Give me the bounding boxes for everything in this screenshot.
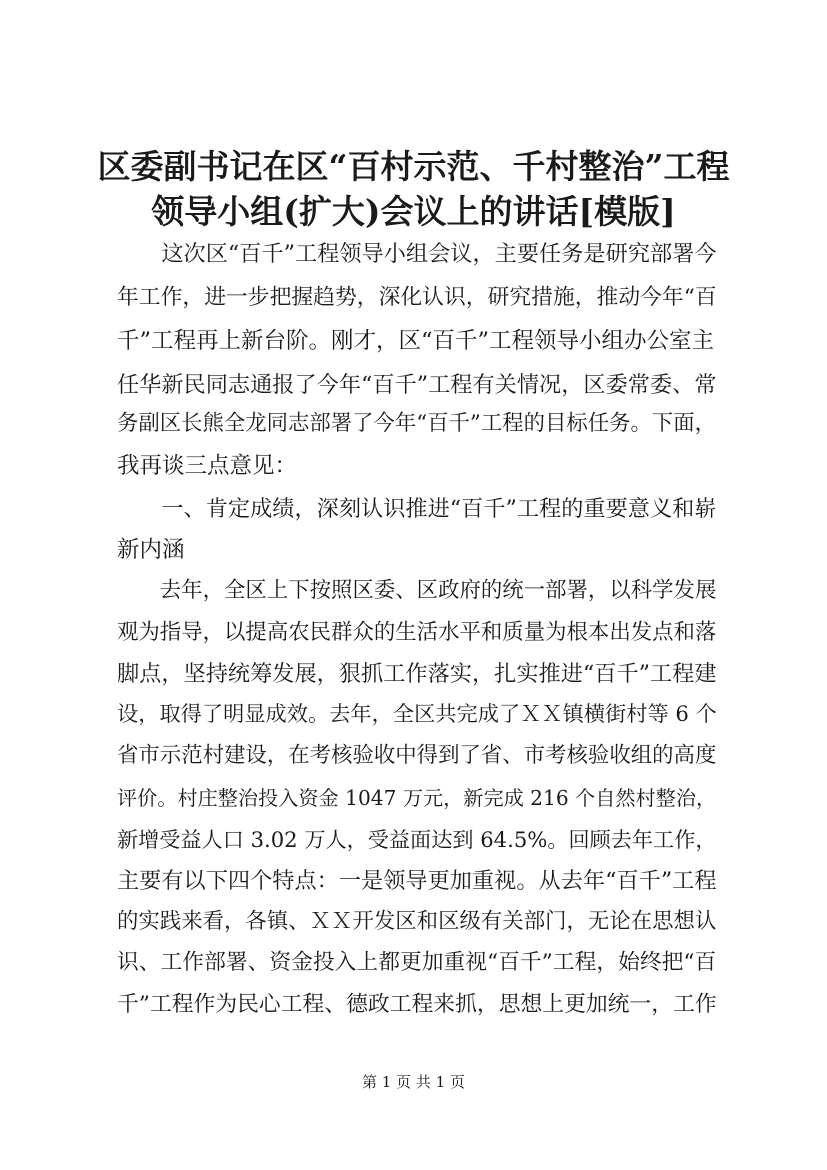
body-line: 识、工作部署、资金投入上都更加重视“百千”工程，始终把“百 (117, 950, 717, 975)
body-line: 任华新民同志通报了今年“百千”工程有关情况，区委常委、常 (117, 372, 717, 398)
body-line: 千”工程作为民心工程、德政工程来抓，思想上更加统一，工作 (117, 992, 717, 1017)
body-line: 主要有以下四个特点：一是领导更加重视。从去年“百千”工程 (117, 868, 717, 894)
body-line: 这次区“百千”工程领导小组会议，主要任务是研究部署今 (117, 241, 717, 267)
body-line: 去年，全区上下按照区委、区政府的统一部署，以科学发展 (117, 578, 717, 603)
body-line: 脚点，坚持统筹发展，狠抓工作落实，扎实推进“百千”工程建 (117, 661, 717, 687)
document-title-line-2: 领导小组(扩大)会议上的讲话[模版] (151, 192, 676, 231)
body-line: 评价。村庄整治投入资金 1047 万元，新完成 216 个自然村整治， (117, 786, 717, 810)
body-line: 设，取得了明显成效。去年，全区共完成了ＸＸ镇横街村等 6 个 (117, 702, 717, 727)
body-line: 年工作，进一步把握趋势，深化认识，研究措施，推动今年“百 (117, 285, 717, 310)
body-line: 千”工程再上新台阶。刚才，区“百千”工程领导小组办公室主 (117, 328, 715, 354)
document-title-line-1: 区委副书记在区“百村示范、千村整治”工程 (97, 147, 730, 186)
page-footer: 第 1 页 共 1 页 (362, 1073, 465, 1091)
body-line: 务副区长熊全龙同志部署了今年“百千”工程的目标任务。下面， (117, 411, 716, 436)
body-line: 新内涵 (117, 537, 185, 563)
body-line: 一、肯定成绩，深刻认识推进“百千”工程的重要意义和崭 (117, 496, 717, 522)
body-line: 的实践来看，各镇、ＸＸ开发区和区级有关部门，无论在思想认 (117, 909, 717, 934)
body-line: 省市示范村建设，在考核验收中得到了省、市考核验收组的高度 (117, 743, 717, 768)
body-line: 观为指导，以提高农民群众的生活水平和质量为根本出发点和落 (117, 620, 717, 645)
body-line: 我再谈三点意见： (117, 453, 298, 479)
body-line: 新增受益人口 3.02 万人，受益面达到 64.5%。回顾去年工作， (117, 827, 717, 852)
